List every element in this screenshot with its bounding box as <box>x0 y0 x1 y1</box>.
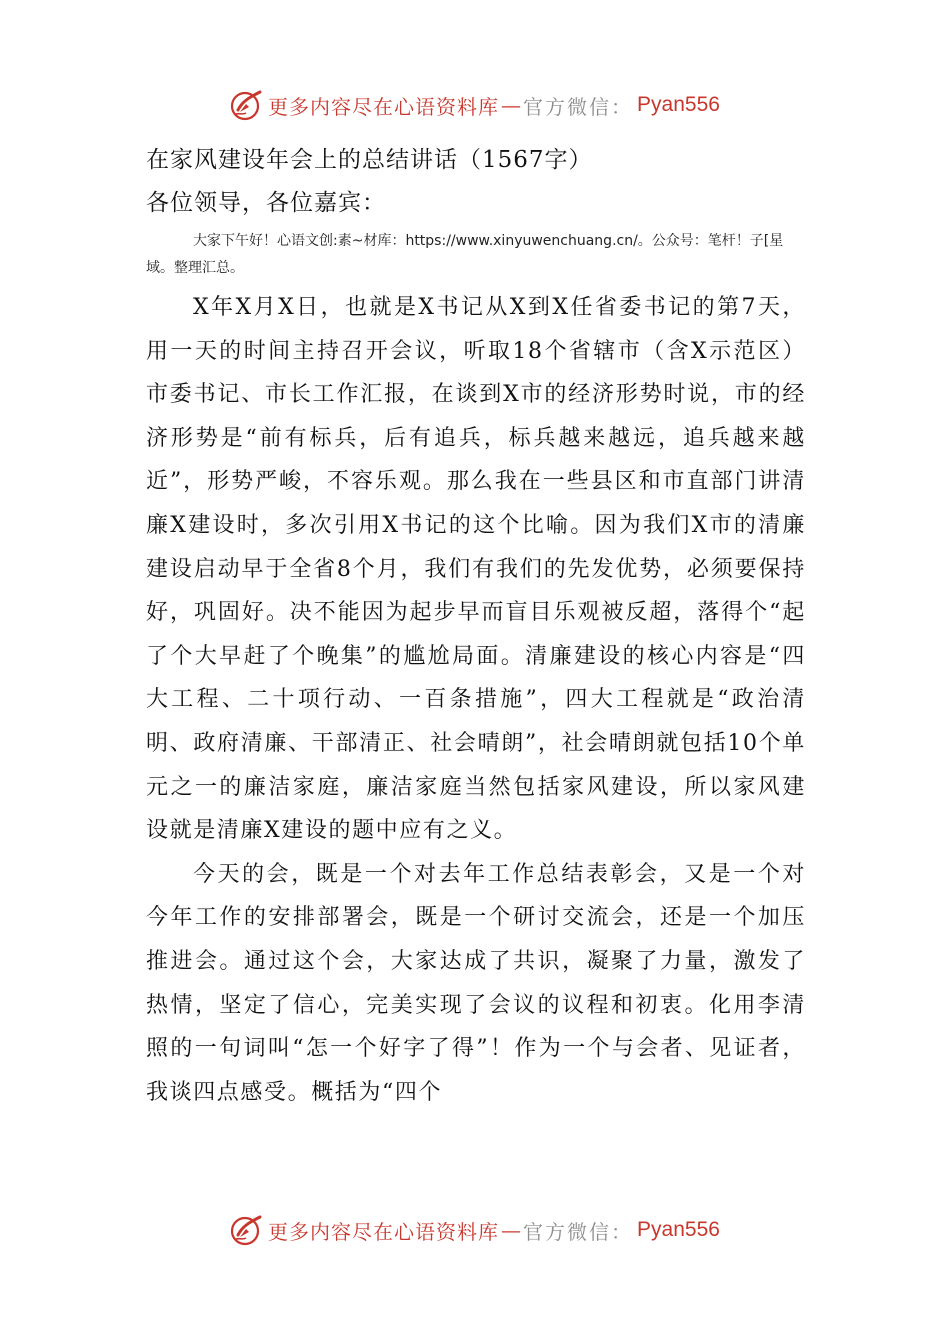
site-name: 更多内容尽在心语资料库 <box>268 1219 500 1244</box>
banner-dash: — <box>501 93 522 117</box>
official-wechat-label: 官方微信： <box>523 94 634 119</box>
paragraph-1: X年X月X日，也就是X书记从X到X任省委书记的第7天，用一天的时间主持召开会议，听取18个省辖市（含X示范区）市委书记、市长工作汇报，在谈到X市的经济形势时说，市的经济形势是“前有标兵，后有追兵，标兵越来越远，追兵越来越近”，形势严峻，不容乐观。那么我在一些县区和市直部门讲清廉X建设时，多次引用X书记的这个比喻。因为我们X市的清廉建设启动早于全省8个月，我们有我们的先发优势，必须要保持好，巩固好。决不能因为起步早而盲目乐观被反超，落得个“起了个大早赶了个晚集”的尴尬局面。清廉建设的核心内容是“四大工程、二十项行动、一百条措施”，四大工程就是“政治清明、政府清廉、干部清正、社会晴朗”，社会晴朗就包括10个单元之一的廉洁家庭，廉洁家庭当然包括家风建设，所以家风建设就是清廉X建设的题中应有之义。 <box>146 295 806 844</box>
site-name: 更多内容尽在心语资料库 <box>268 94 500 119</box>
wechat-id: Pyan556 <box>637 93 720 116</box>
wechat-id: Pyan556 <box>637 1218 720 1241</box>
pen-circle-logo-icon <box>230 1213 264 1247</box>
banner-dash: — <box>501 1218 522 1242</box>
pen-circle-logo-icon <box>230 88 264 122</box>
greeting: 各位领导，各位嘉宾： <box>146 190 386 216</box>
header-banner <box>0 80 950 130</box>
official-wechat-label: 官方微信： <box>523 1219 634 1244</box>
document-body <box>146 138 806 1114</box>
footer-banner <box>0 1205 950 1255</box>
source-note: 大家下午好！心语文创:素~材库：https://www.xinyuwenchuang.cn/。公众号：笔杆！子[星域。整理汇总。 <box>146 233 784 276</box>
paragraph-2: 今天的会，既是一个对去年工作总结表彰会，又是一个对今年工作的安排部署会，既是一个研讨交流会，还是一个加压推进会。通过这个会，大家达成了共识，凝聚了力量，激发了热情，坚定了信心，完美实现了会议的议程和初衷。化用李清照的一句词叫“怎一个好字了得”！作为一个与会者、见证者，我谈四点感受。概括为“四个 <box>146 861 806 1105</box>
document-title: 在家风建设年会上的总结讲话（1567字） <box>146 147 593 173</box>
